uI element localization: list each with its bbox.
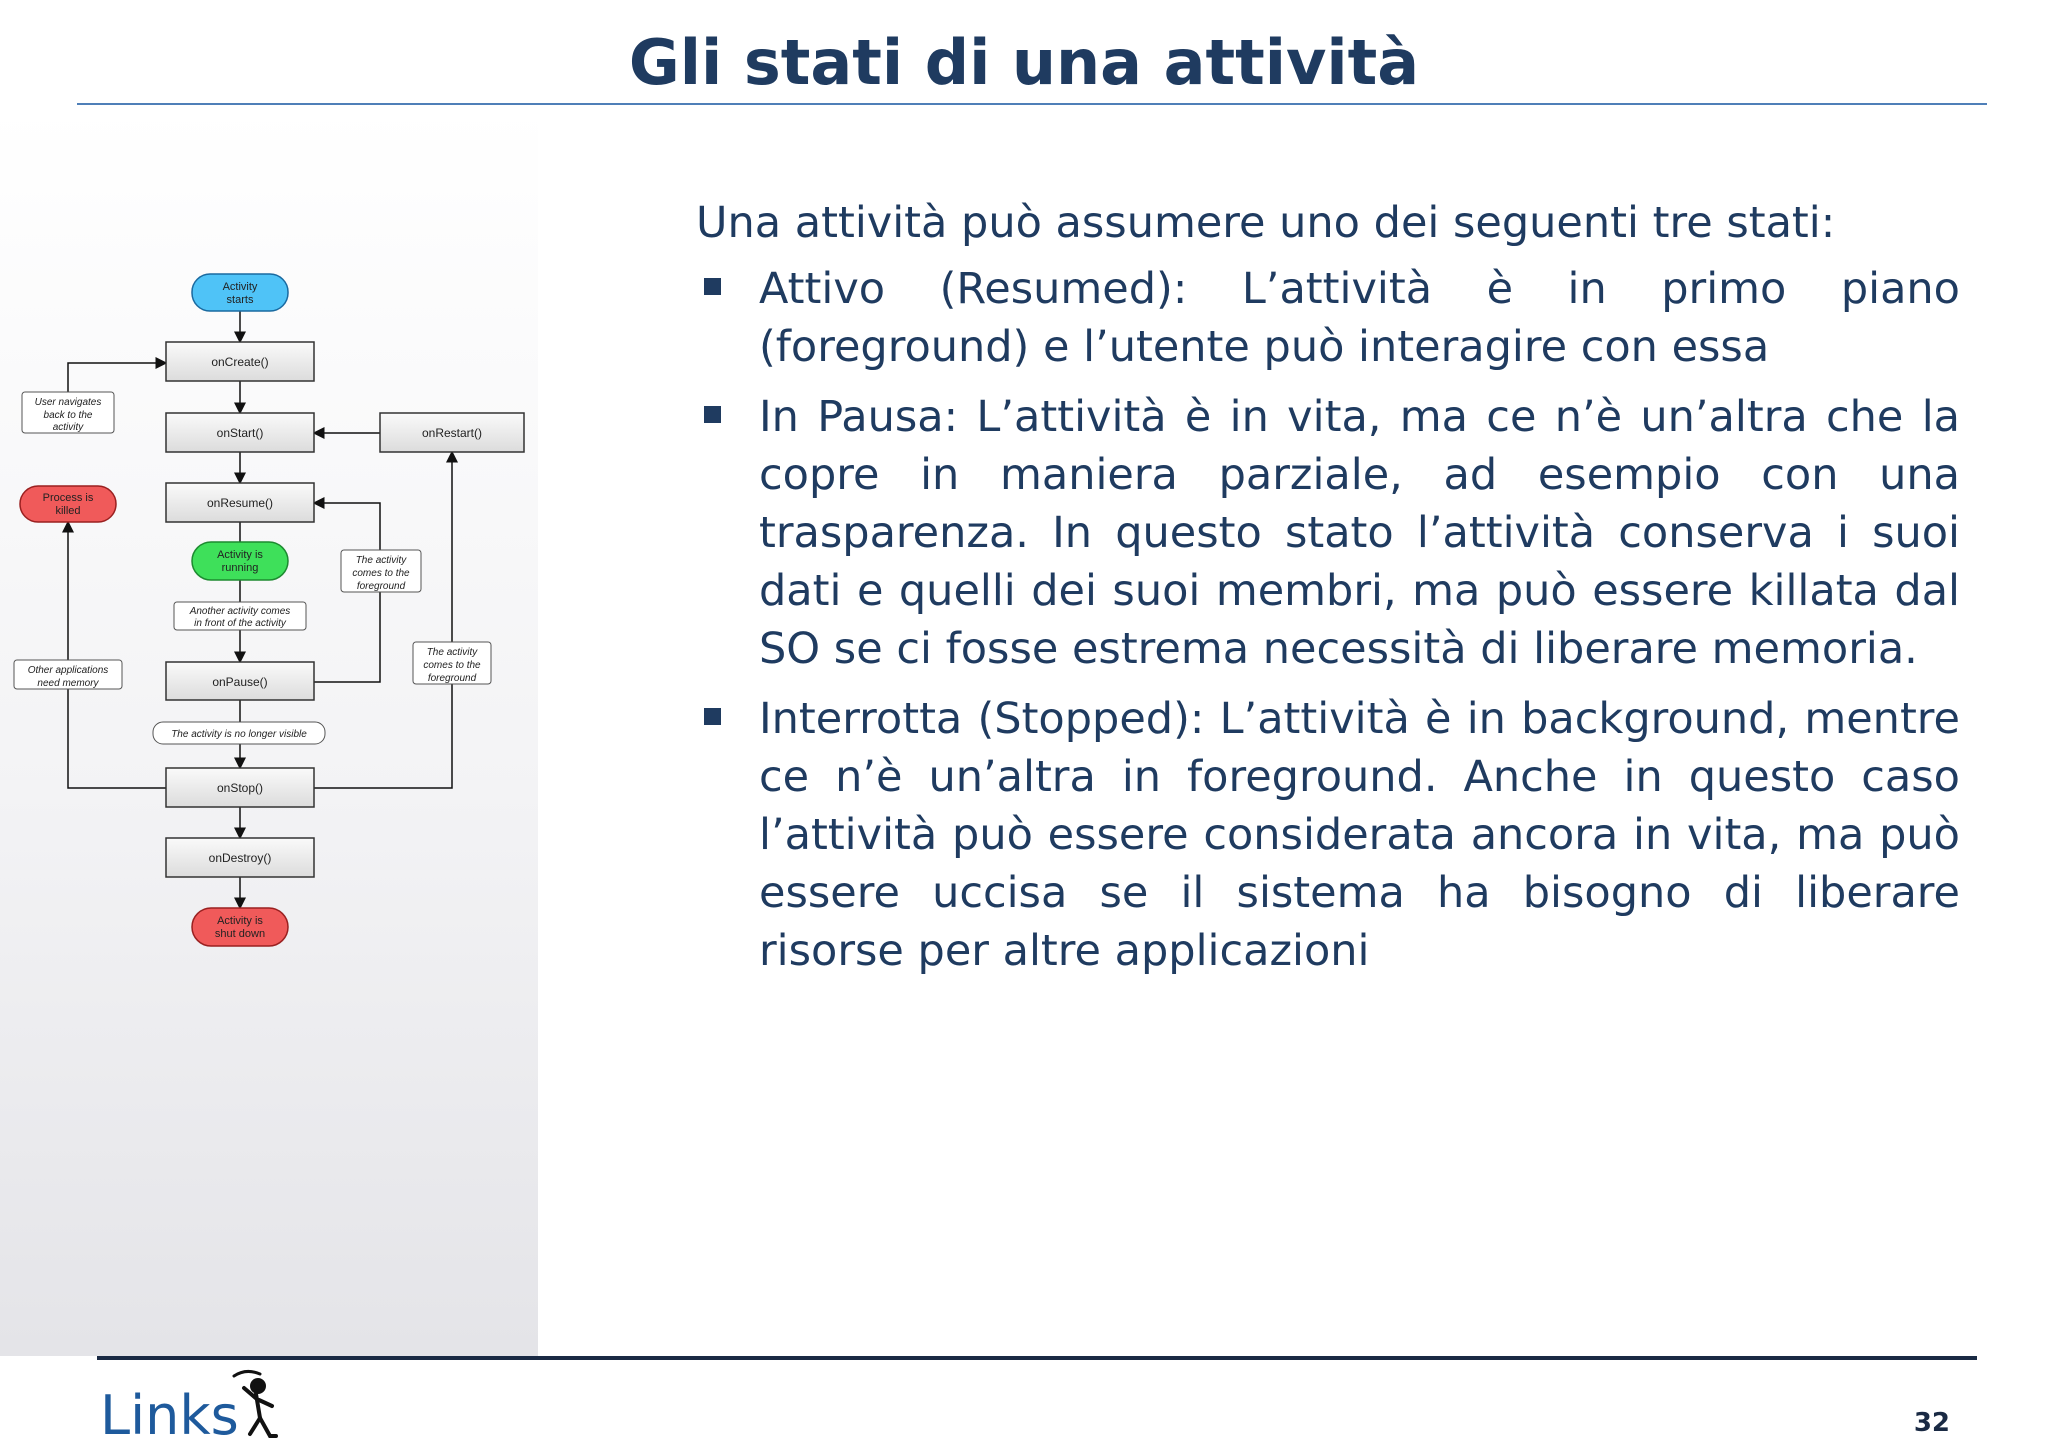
bullet-text: Attivo (Resumed): L’attività è in primo piano (foreground) e l’utente può interagire con essa [759, 264, 1960, 372]
bullet-text: Interrotta (Stopped): L’attività è in background, mentre ce n’è un’altra in foreground. Anche in questo caso l’attività può essere considerata ancora in vita, ma può essere uccisa se il sistema ha bisogno di liberare risorse per altre applicazioni [759, 694, 1960, 976]
process-killed-pill [20, 486, 116, 522]
on-restart-box [380, 413, 524, 452]
svg-text:comes to the: comes to the [423, 660, 481, 671]
svg-text:foreground: foreground [427, 673, 477, 684]
page-number: 32 [1913, 1408, 1950, 1438]
juggler-figure-icon [220, 1366, 300, 1446]
svg-text:Activity: Activity [222, 281, 258, 293]
svg-text:onRestart(): onRestart() [421, 426, 483, 440]
svg-text:The activity: The activity [426, 647, 478, 658]
svg-text:Activity is: Activity is [217, 549, 263, 561]
bullet-resumed [696, 260, 1960, 376]
svg-text:onPause(): onPause() [212, 675, 268, 689]
svg-text:onDestroy(): onDestroy() [208, 851, 272, 865]
activity-starts-pill [192, 274, 288, 311]
comes-to-foreground-note-1 [341, 550, 421, 592]
svg-text:Process is: Process is [42, 492, 94, 504]
svg-text:The activity: The activity [355, 555, 407, 566]
slide-body [696, 194, 1960, 992]
activity-shut-down-pill [192, 908, 288, 946]
other-apps-memory-label [14, 660, 122, 689]
comes-to-foreground-note-2 [413, 642, 491, 684]
svg-text:onCreate(): onCreate() [211, 355, 269, 369]
svg-text:back to the: back to the [43, 410, 93, 421]
svg-text:Activity is: Activity is [217, 915, 263, 927]
bullet-square-icon [704, 278, 721, 295]
bullet-paused [696, 388, 1960, 678]
svg-text:Another activity comes: Another activity comes [189, 606, 291, 617]
bullet-stopped [696, 690, 1960, 980]
on-stop-box [166, 768, 314, 807]
bullet-text: In Pausa: L’attività è in vita, ma ce n’è un’altra che la copre in maniera parziale, ad esempio con una trasparenza. In questo stato l’attività conserva i suoi dati e quelli dei suoi membri, ma può essere killata dal SO se ci fosse estrema necessità di liberare memoria. [759, 392, 1960, 674]
svg-text:onStart(): onStart() [216, 426, 264, 440]
logo-text: Links [100, 1384, 239, 1447]
svg-text:shut down: shut down [214, 928, 266, 940]
another-activity-label [174, 602, 306, 630]
svg-text:activity: activity [52, 422, 84, 433]
bullet-square-icon [704, 406, 721, 423]
activity-running-pill [192, 542, 288, 580]
svg-text:killed: killed [55, 505, 81, 517]
svg-text:The activity is no longer visi: The activity is no longer visible [171, 729, 307, 740]
svg-text:in front of the activity: in front of the activity [194, 618, 286, 629]
on-resume-box [166, 483, 314, 522]
on-pause-box [166, 662, 314, 700]
activity-lifecycle-diagram [0, 106, 538, 1356]
no-longer-visible-label [153, 722, 325, 744]
user-navigates-back-label [22, 392, 114, 433]
footer-divider [97, 1356, 1977, 1360]
title-divider [77, 103, 1987, 105]
svg-text:comes to the: comes to the [352, 568, 410, 579]
svg-text:onStop(): onStop() [216, 781, 264, 795]
lifecycle-diagram-panel [0, 106, 538, 1356]
bullet-square-icon [704, 708, 721, 725]
svg-text:running: running [221, 562, 259, 574]
links-logo [100, 1366, 300, 1446]
slide-title: Gli stati di una attività [628, 26, 1420, 99]
on-destroy-box [166, 838, 314, 877]
svg-text:onResume(): onResume() [206, 496, 274, 510]
on-create-box [166, 342, 314, 381]
state-list [696, 260, 1960, 980]
svg-text:User navigates: User navigates [34, 397, 102, 408]
svg-text:foreground: foreground [356, 581, 406, 592]
svg-text:need memory: need memory [37, 678, 99, 689]
intro-text: Una attività può assumere uno dei seguenti tre stati: [696, 198, 1836, 248]
on-start-box [166, 413, 314, 452]
svg-text:starts: starts [226, 294, 254, 306]
svg-text:Other applications: Other applications [27, 665, 109, 676]
